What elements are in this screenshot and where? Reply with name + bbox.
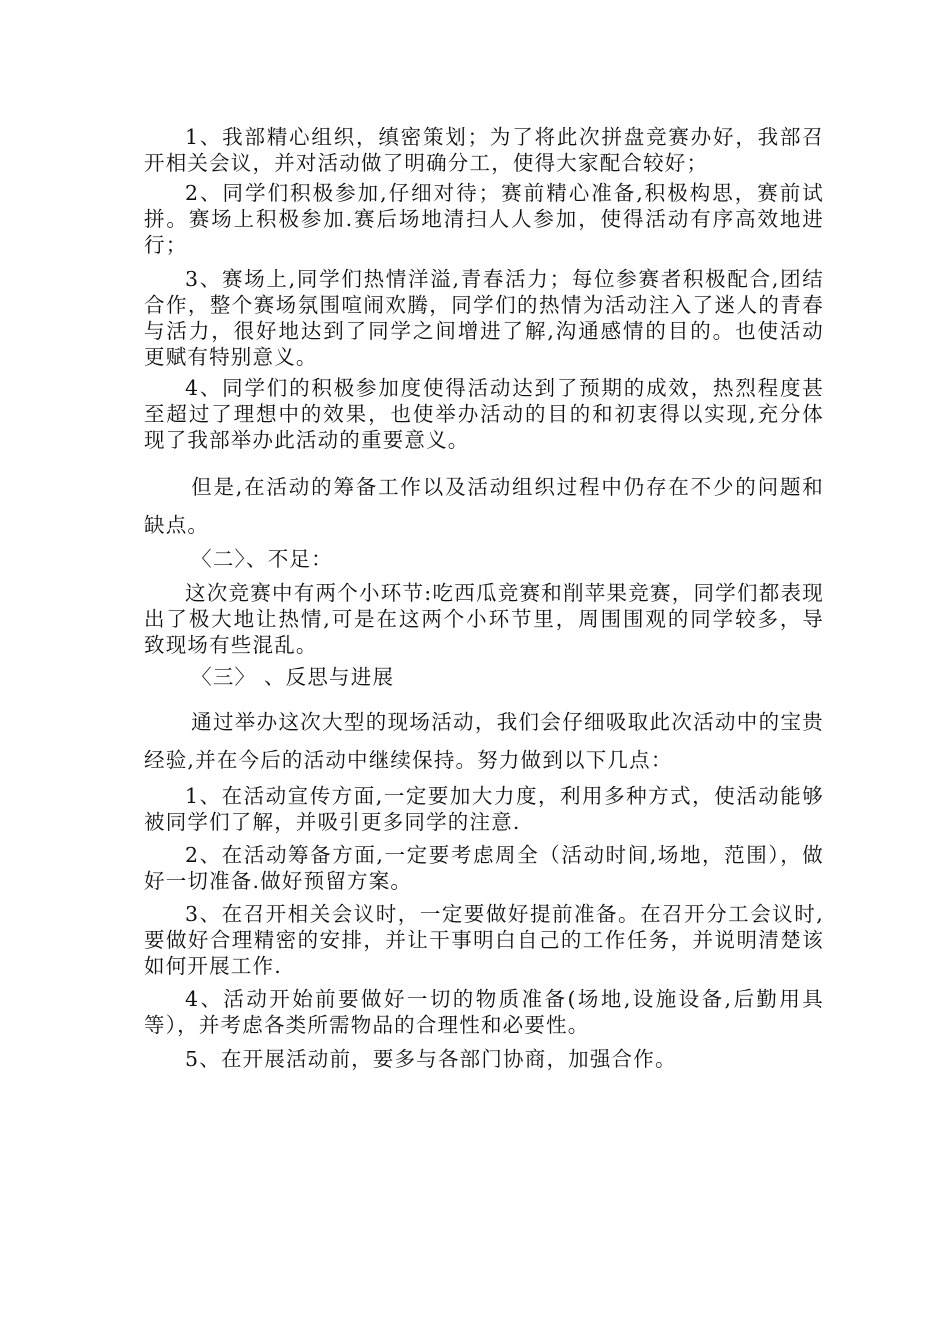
paragraph-3: 3、赛场上,同学们热情洋溢,青春活力；每位参赛者积极配合,团结合作，整个赛场氛围喧闹欢腾，同学们的热情为活动注入了迷人的青春与活力，很好地达到了同学之间增进了解,沟通感情的目的。也使活动更赋有特别意义。 xyxy=(144,267,824,369)
section-heading-reflection: 〈三〉 、反思与进展 xyxy=(191,665,395,689)
paragraph-11: 4、活动开始前要做好一切的物质准备(场地,设施设备,后勤用具等），并考虑各类所需物品的合理性和必要性。 xyxy=(144,987,824,1037)
paragraph-5: 但是,在活动的筹备工作以及活动组织过程中仍存在不少的问题和缺点。 xyxy=(144,475,824,537)
paragraph-2: 2、同学们积极参加,仔细对待；赛前精心准备,积极构思，赛前试拼。赛场上积极参加.赛后场地清扫人人参加，使得活动有序高效地进行； xyxy=(144,181,824,257)
paragraph-1: 1、我部精心组织，缜密策划；为了将此次拼盘竞赛办好，我部召开相关会议，并对活动做了明确分工，使得大家配合较好； xyxy=(144,125,824,175)
section-heading-shortcomings: 〈二〉、不足： xyxy=(191,547,333,571)
paragraph-12: 5、在开展活动前，要多与各部门协商，加强合作。 xyxy=(185,1047,677,1071)
paragraph-8: 1、在活动宣传方面,一定要加大力度，利用多种方式，使活动能够被同学们了解，并吸引更多同学的注意. xyxy=(144,784,824,834)
paragraph-10: 3、在召开相关会议时，一定要做好提前准备。在召开分工会议时,要做好合理精密的安排，并让干事明白自己的工作任务，并说明清楚该如何开展工作. xyxy=(144,902,824,978)
paragraph-9: 2、在活动筹备方面,一定要考虑周全（活动时间,场地，范围），做好一切准备.做好预留方案。 xyxy=(144,843,824,893)
paragraph-6: 这次竞赛中有两个小环节:吃西瓜竞赛和削苹果竞赛，同学们都表现出了极大地让热情,可是在这两个小环节里，周围围观的同学较多，导致现场有些混乱。 xyxy=(144,581,824,657)
paragraph-4: 4、同学们的积极参加度使得活动达到了预期的成效，热烈程度甚至超过了理想中的效果，也使举办活动的目的和初衷得以实现,充分体现了我部举办此活动的重要意义。 xyxy=(144,376,824,452)
paragraph-7: 通过举办这次大型的现场活动，我们会仔细吸取此次活动中的宝贵经验,并在今后的活动中继续保持。努力做到以下几点： xyxy=(144,710,824,772)
